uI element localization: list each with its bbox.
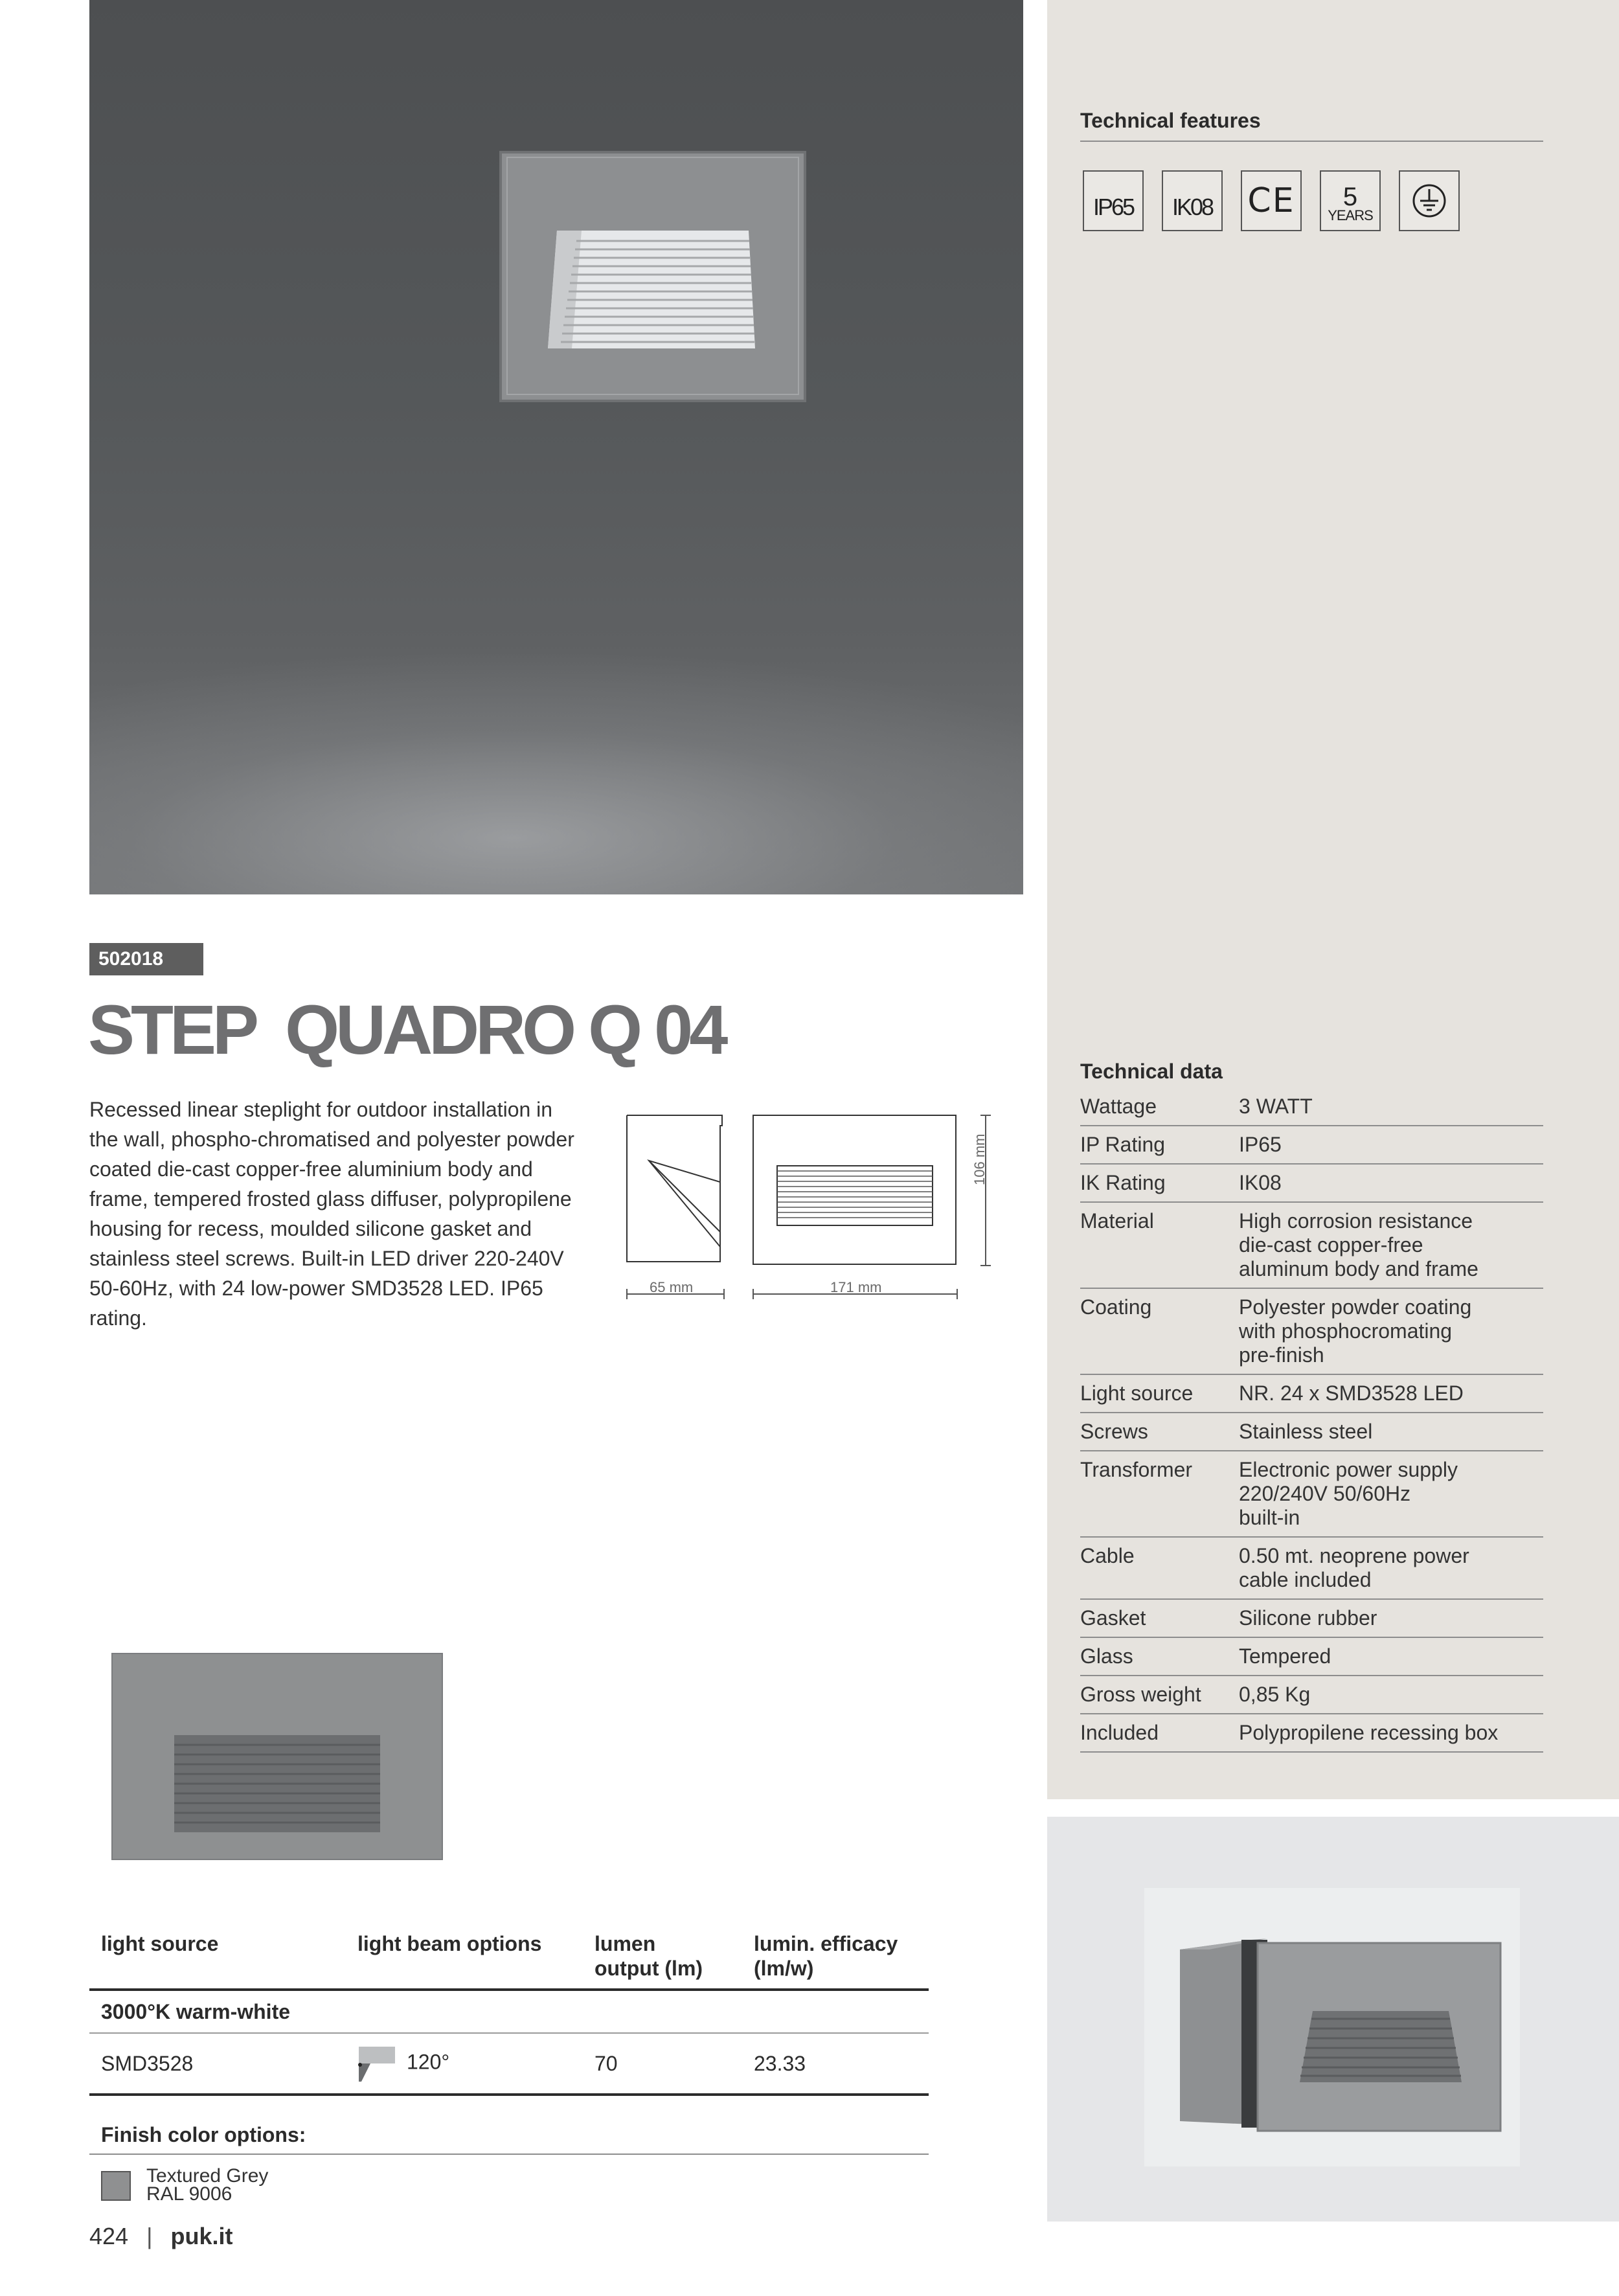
light-table-header-row [89,1925,929,1990]
technical-data-table [1080,1088,1543,1753]
tech-data-label: IK Rating [1080,1164,1239,1202]
technical-features-title: Technical features [1080,109,1261,132]
tech-data-label: Screws [1080,1413,1239,1451]
tech-data-label: Glass [1080,1637,1239,1676]
table-row [1080,1288,1543,1374]
table-row [1080,1202,1543,1288]
dimension-depth-label: 65 mm [650,1279,694,1295]
ik08-badge-icon: IK08 [1162,170,1223,231]
table-row [1080,1599,1543,1637]
tech-data-value: Stainless steel [1239,1413,1543,1451]
header-lumin-efficacy: lumin. efficacy (lm/w) [742,1925,929,1990]
cell-light-source: SMD3528 [89,2033,346,2095]
table-row [1080,1537,1543,1599]
technical-data-title: Technical data [1080,1060,1223,1083]
tech-data-label: Cable [1080,1537,1239,1599]
table-row [1080,1413,1543,1451]
website-link[interactable]: puk.it [170,2223,233,2249]
group-color-temperature: 3000°K warm-white [89,1990,929,2033]
finish-rule [89,2154,929,2155]
product-title: STEP QUADRO Q 04 [88,990,725,1069]
tech-data-label: Gross weight [1080,1676,1239,1714]
page-number: 424 [89,2223,129,2249]
tech-data-value: Electronic power supply 220/240V 50/60Hz built-in [1239,1451,1543,1537]
hero-product-photo [89,0,1023,894]
table-row [89,2033,929,2095]
product-code-badge: 502018 [89,943,203,975]
product-3d-photo [1047,1817,1619,2222]
tech-data-value: Polypropilene recessing box [1239,1714,1543,1752]
side-product-photo-panel [1047,1817,1619,2222]
finish-color-title: Finish color options: [101,2123,306,2146]
table-row [1080,1126,1543,1164]
dimension-width-label: 171 mm [830,1279,882,1295]
ip65-badge-icon: IP65 [1083,170,1144,231]
tech-data-value: 3 WATT [1239,1088,1543,1126]
tech-data-value: Tempered [1239,1637,1543,1676]
dimension-height-label: 106 mm [971,1133,988,1185]
footer-separator: | [146,2223,153,2249]
beam-angle-icon [357,2045,398,2082]
table-row [1080,1374,1543,1413]
header-light-source: light source [89,1925,346,1990]
table-row [1080,1451,1543,1537]
tech-data-value: Polyester powder coating with phosphocromating pre-finish [1239,1288,1543,1374]
header-lumen-output: lumen output (lm) [583,1925,742,1990]
tech-data-value: High corrosion resistance die-cast copper-free aluminum body and frame [1239,1202,1543,1288]
warranty-badge-icon: 5 YEARS [1320,170,1381,231]
tech-data-value: 0.50 mt. neoprene power cable included [1239,1537,1543,1599]
earth-ground-icon [1399,170,1460,231]
finish-color-label: Textured Grey RAL 9006 [146,2165,269,2205]
tech-data-label: Gasket [1080,1599,1239,1637]
table-row [1080,1088,1543,1126]
cell-light-beam [346,2033,583,2095]
table-row [1080,1714,1543,1752]
tech-data-value: IK08 [1239,1164,1543,1202]
header-light-beam-options: light beam options [346,1925,583,1990]
tech-data-label: Transformer [1080,1451,1239,1537]
light-table-group-row [89,1990,929,2033]
tech-data-label: Wattage [1080,1088,1239,1126]
beam-angle-value: 120° [407,2050,450,2074]
tech-data-label: Light source [1080,1374,1239,1413]
table-row [1080,1676,1543,1714]
cell-lumin-efficacy: 23.33 [742,2033,929,2095]
tech-data-label: IP Rating [1080,1126,1239,1164]
tech-data-label: Coating [1080,1288,1239,1374]
tech-data-value: Silicone rubber [1239,1599,1543,1637]
tech-data-value: IP65 [1239,1126,1543,1164]
front-view-product-photo [111,1653,443,1860]
product-description: Recessed linear steplight for outdoor installation in the wall, phospho-chromatised and polyester powder coated die-cast copper-free aluminium body and frame, tempered frosted glass diffuser, polypropilene housing for recess, moulded silicone gasket and stainless steel screws. Built-in LED driver 220-240V 50-60Hz, with 24 low-power SMD3528 LED. IP65 rating. [89,1098,574,1330]
tech-data-label: Included [1080,1714,1239,1752]
tech-data-value: NR. 24 x SMD3528 LED [1239,1374,1543,1413]
tech-data-label: Material [1080,1202,1239,1288]
table-row [1080,1164,1543,1202]
technical-features-rule [1080,141,1543,142]
table-row [1080,1637,1543,1676]
page-footer [89,2223,232,2250]
finish-color-swatch [101,2171,131,2201]
ce-mark-icon: CE [1241,170,1302,231]
hero-steplight-illustration [89,0,1023,894]
tech-data-value: 0,85 Kg [1239,1676,1543,1714]
light-source-table [89,1925,929,2096]
cell-lumen-output: 70 [583,2033,742,2095]
